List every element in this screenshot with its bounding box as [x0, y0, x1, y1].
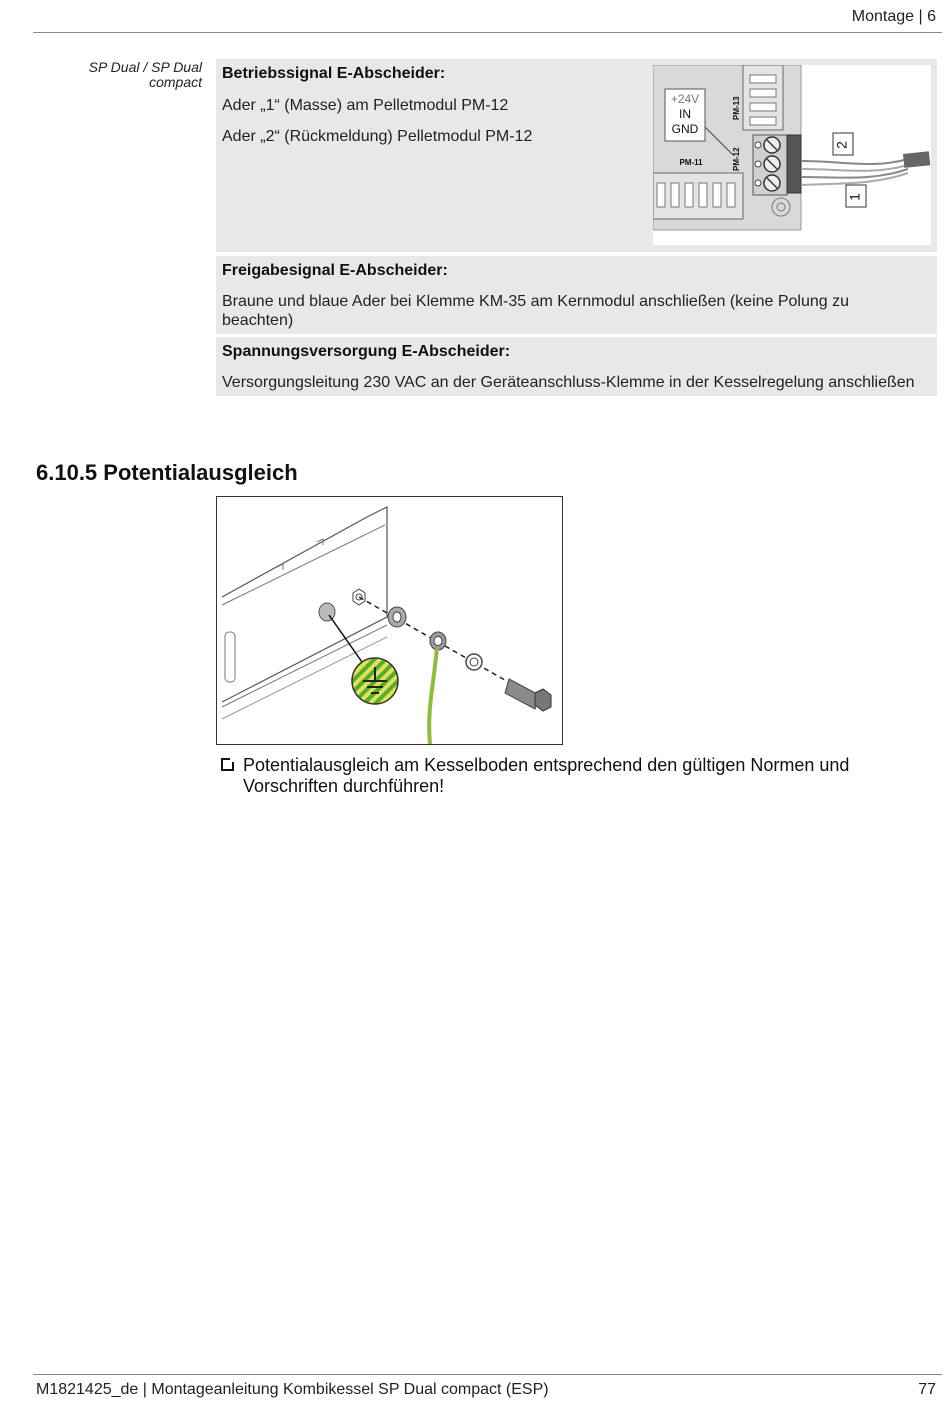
spannungsversorgung-box	[216, 337, 937, 396]
wiring-diagram	[653, 65, 931, 245]
pm13-label: PM-13	[732, 96, 741, 120]
instruction-text: Potentialausgleich am Kesselboden entsprechend den gültigen Normen und Vorschriften durchführen!	[243, 755, 850, 796]
betriebssignal-box	[216, 59, 937, 252]
freigabesignal-text: Braune und blaue Ader bei Klemme KM-35 am Kernmodul anschließen (keine Polung zu beachten)	[222, 293, 850, 329]
spannungsversorgung-text: Versorgungsleitung 230 VAC an der Geräteanschluss-Klemme in der Kesselregelung anschließen	[222, 374, 915, 391]
section-heading: 6.10.5 Potentialausgleich	[36, 460, 298, 485]
callout-1: 1	[846, 193, 863, 201]
freigabesignal-title: Freigabesignal E-Abscheider:	[222, 262, 448, 279]
header-divider	[33, 32, 942, 33]
instruction-item	[221, 755, 921, 797]
betriebssignal-title: Betriebssignal E-Abscheider:	[222, 65, 446, 82]
footer-document-title: M1821425_de | Montageanleitung Kombikessel SP Dual compact (ESP)	[36, 1381, 549, 1398]
label-in: IN	[679, 107, 691, 121]
betriebssignal-line-2: Ader „2“ (Rückmeldung) Pelletmodul PM-12	[222, 128, 533, 145]
freigabesignal-box	[216, 256, 937, 334]
page-number: 77	[918, 1381, 936, 1398]
callout-2: 2	[833, 141, 850, 149]
checkbox-icon	[221, 758, 234, 771]
potentialausgleich-figure	[216, 496, 563, 745]
footer-divider	[33, 1374, 942, 1375]
pm12-label: PM-12	[732, 147, 741, 171]
betriebssignal-line-1: Ader „1“ (Masse) am Pelletmodul PM-12	[222, 97, 509, 114]
page-header: Montage | 6	[851, 8, 936, 25]
pm11-label: PM-11	[679, 158, 703, 167]
label-24v: +24V	[670, 92, 700, 106]
spannungsversorgung-title: Spannungsversorgung E-Abscheider:	[222, 343, 511, 360]
side-label: SP Dual / SP Dual compact	[88, 59, 202, 90]
label-gnd: GND	[671, 122, 699, 136]
